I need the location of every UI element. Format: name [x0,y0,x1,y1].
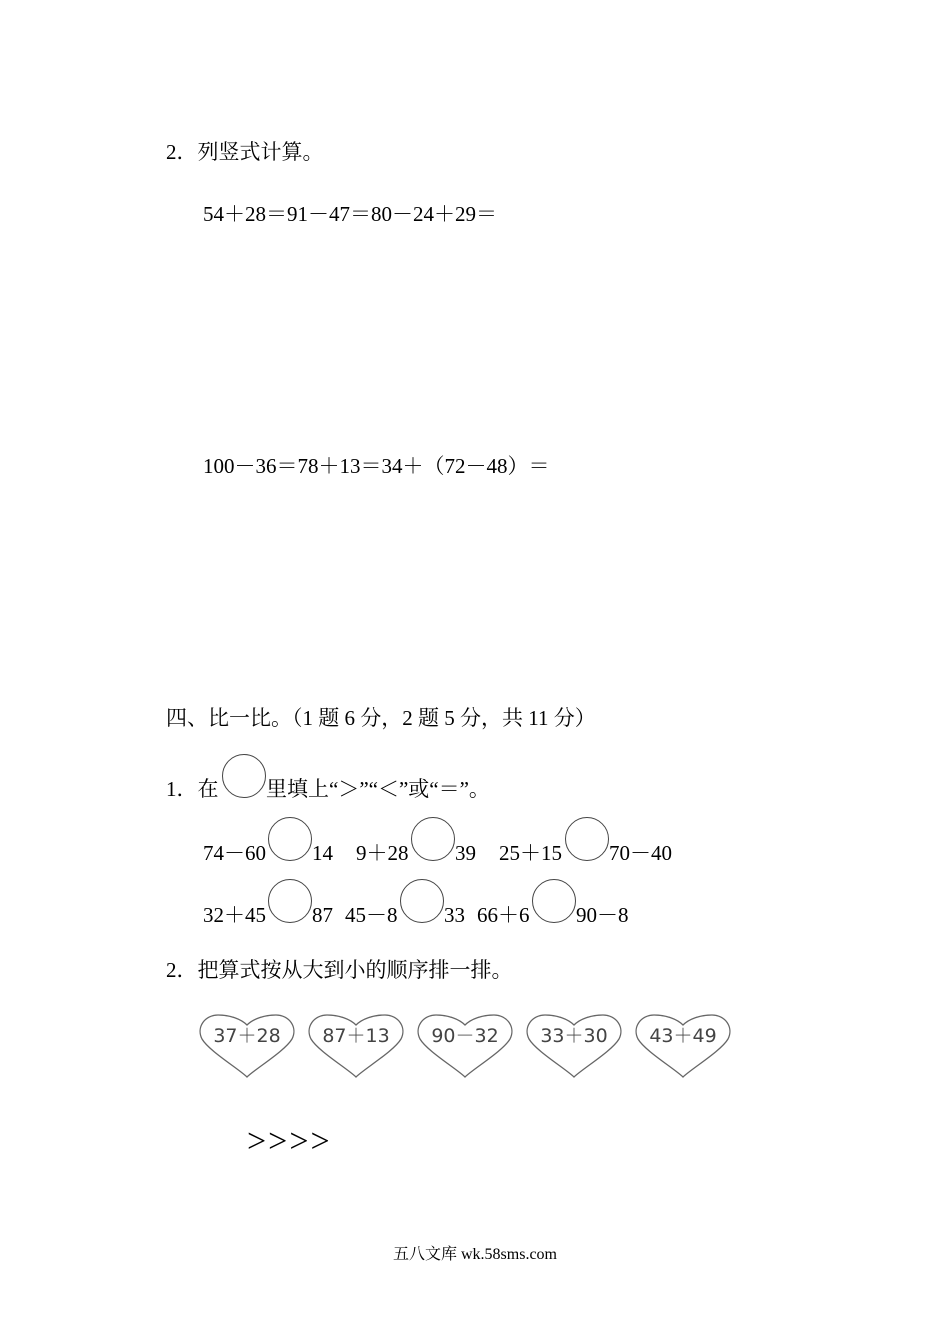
compare-left-4: 32＋45 [203,903,266,927]
compare-left-2: 9＋28 [356,841,409,865]
compare-instruction-prefix: 1．在 [166,777,219,801]
compare-left-3: 25＋15 [499,841,562,865]
compare-instruction-suffix: 里填上“＞”“＜”或“＝”。 [266,777,490,801]
heart-card-5 [635,1013,731,1079]
heart-expression-3: 90－32 [431,1025,499,1047]
compare-blank-2[interactable] [411,817,455,861]
heart-expression-2: 87＋13 [322,1025,390,1047]
ordering-answer-chain: >>>> [247,1123,332,1160]
compare-left-1: 74－60 [203,841,266,865]
calc-row-1: 54＋28＝91－47＝80－24＋29＝ [203,202,497,226]
question-2-title: 2．列竖式计算。 [166,140,324,164]
heart-card-4 [526,1013,622,1079]
heart-card-3 [417,1013,513,1079]
compare-right-1: 14 [312,841,333,865]
compare-blank-6[interactable] [532,879,576,923]
page-footer: 五八文库 wk.58sms.com [392,1246,557,1263]
heart-expression-1: 37＋28 [213,1025,281,1047]
compare-blank-3[interactable] [565,817,609,861]
compare-right-6: 90－8 [576,903,629,927]
compare-left-6: 66＋6 [477,903,530,927]
section-4-title: 四、比一比。（1 题 6 分，2 题 5 分，共 11 分） [166,706,596,730]
compare-right-4: 87 [312,903,333,927]
heart-card-1 [199,1013,295,1079]
compare-right-3: 70－40 [609,841,672,865]
compare-blank-5[interactable] [400,879,444,923]
compare-left-5: 45－8 [345,903,398,927]
heart-card-2 [308,1013,404,1079]
compare-right-5: 33 [444,903,465,927]
example-circle-blank [222,754,266,798]
order-question-title: 2．把算式按从大到小的顺序排一排。 [166,958,513,982]
heart-expression-5: 43＋49 [649,1025,717,1047]
heart-expression-4: 33＋30 [540,1025,608,1047]
compare-blank-4[interactable] [268,879,312,923]
compare-right-2: 39 [455,841,476,865]
compare-blank-1[interactable] [268,817,312,861]
calc-row-2: 100－36＝78＋13＝34＋（72－48）＝ [203,454,550,478]
